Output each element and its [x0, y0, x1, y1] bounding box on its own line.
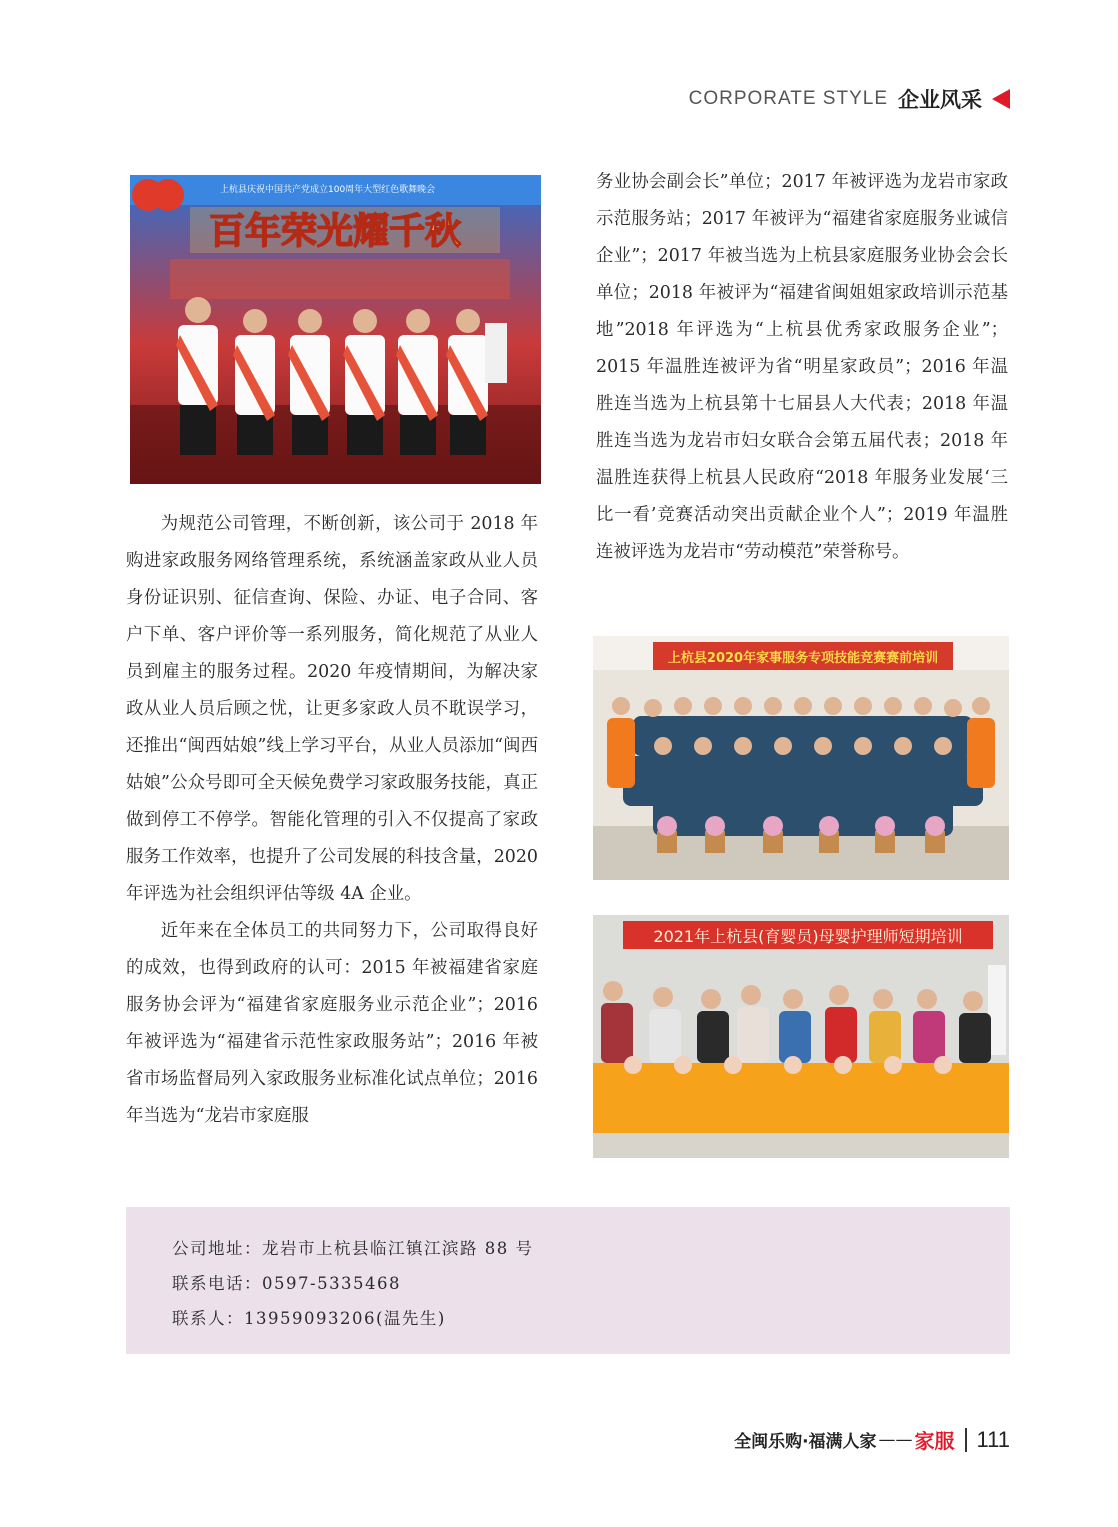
training-banner: 2021年上杭县(育婴员)母婴护理师短期培训	[653, 927, 963, 946]
contact-person: 联系人：13959093206(温先生)	[172, 1309, 446, 1328]
footer-divider	[965, 1428, 967, 1452]
right-column	[596, 164, 1008, 571]
section-title-cn: 企业风采	[898, 88, 982, 112]
stage-photo	[130, 175, 541, 484]
page-number: 111	[976, 1426, 1010, 1452]
footer-slogan: 全闽乐购·福满人家	[734, 1432, 877, 1452]
training-photo	[593, 915, 1009, 1158]
page-footer	[734, 1425, 1010, 1454]
contact-box	[126, 1207, 1010, 1354]
stage-banner-top: 上杭县庆祝中国共产党成立100周年大型红色歌舞晚会	[220, 185, 436, 195]
section-header	[689, 84, 1010, 114]
paragraph: 务业协会副会长”单位；2017 年被评选为龙岩市家政示范服务站；2017 年被评为“福建省家庭服务业诚信企业”；2017 年被当选为上杭县家庭服务业协会会长单位；2018 年被评为“福建省闽姐姐家政培训示范基地”2018 年评选为“上杭县优秀家政服务企业”；2015 年温胜连被评为省“明星家政员”；2016 年温胜连当选为上杭县第十七届县人大代表；2018 年温胜连当选为龙岩市妇女联合会第五届代表；2018 年温胜连获得上杭县人民政府“2018 年服务业发展‘三比一看’竞赛活动突出贡献企业个人”；2019 年温胜连被评选为龙岩市“劳动模范”荣誉称号。	[596, 172, 1008, 562]
left-column	[126, 506, 538, 1135]
contact-address: 公司地址：龙岩市上杭县临江镇江滨路 88 号	[172, 1239, 534, 1258]
footer-dash: ——	[878, 1429, 913, 1450]
paragraph: 近年来在全体员工的共同努力下，公司取得良好的成效，也得到政府的认可：2015 年被福建省家庭服务协会评为“福建省家庭服务业示范企业”；2016 年被评选为“福建省示范性家政服务站”；2016 年被省市场监督局列入家政服务业标准化试点单位；2016 年当选为“龙岩市家庭服	[126, 921, 538, 1126]
triangle-marker-icon	[992, 89, 1010, 109]
group-banner: 上杭县2020年家事服务专项技能竞赛赛前培训	[667, 651, 939, 666]
group-photo	[593, 636, 1009, 880]
stage-banner-title: 百年荣光耀千秋	[208, 211, 462, 252]
section-title-en: CORPORATE STYLE	[688, 88, 888, 109]
footer-brand: 家服	[914, 1429, 955, 1453]
contact-phone: 联系电话：0597-5335468	[172, 1274, 402, 1293]
paragraph: 为规范公司管理，不断创新，该公司于 2018 年购进家政服务网络管理系统，系统涵盖家政从业人员身份证识别、征信查询、保险、办证、电子合同、客户下单、客户评价等一系列服务，简化规范了从业人员到雇主的服务过程。2020 年疫情期间，为解决家政从业人员后顾之忧，让更多家政人员不耽误学习，还推出“闽西姑娘”线上学习平台，从业人员添加“闽西姑娘”公众号即可全天候免费学习家政服务技能，真正做到停工不停学。智能化管理的引入不仅提高了家政服务工作效率，也提升了公司发展的科技含量，2020 年评选为社会组织评估等级 4A 企业。	[126, 514, 538, 904]
